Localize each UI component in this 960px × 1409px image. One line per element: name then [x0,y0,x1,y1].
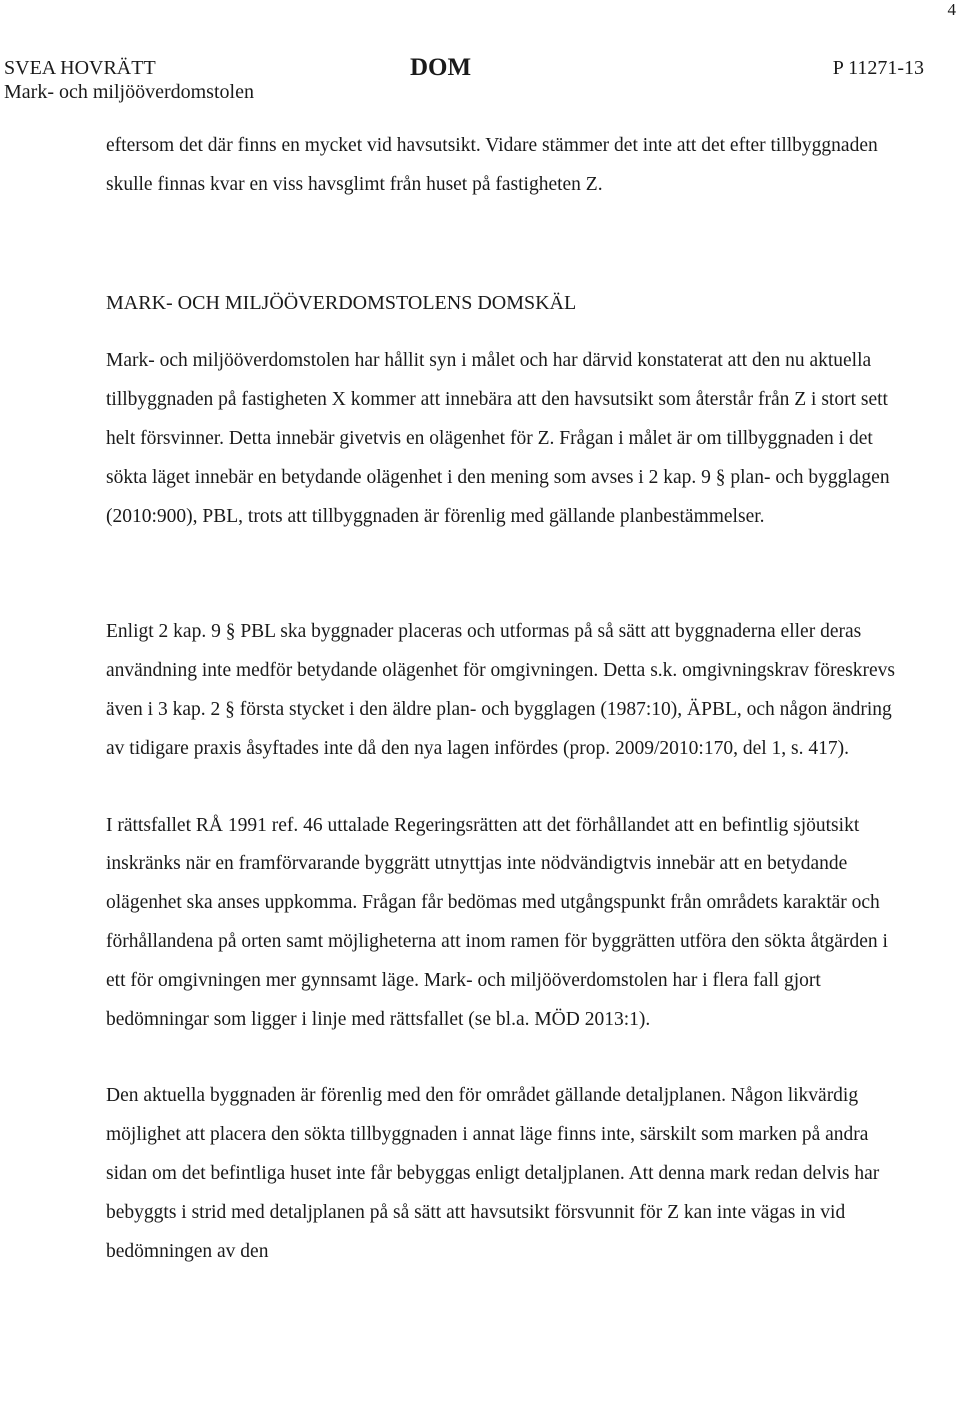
paragraph: I rättsfallet RÅ 1991 ref. 46 uttalade Regeringsrätten att det förhållandet att en befintlig sjöutsikt inskränks när en framförvarande byggrätt utnyttjas inte nödvändigtvis innebär att en betydande olägenhet ska anses uppkomma. Frågan får bedömas med utgångspunkt från områdets karaktär och förhållandena på orten samt möjligheterna att inom ramen för byggrätten utföra den sökta åtgärden i ett för omgivningen mer gynnsamt läge. Mark- och miljööverdomstolen har i flera fall gjort bedömningar som ligger i linje med rättsfallet (se bl.a. MÖD 2013:1). [106,814,888,1030]
paragraph: Enligt 2 kap. 9 § PBL ska byggnader placeras och utformas på så sätt att byggnaderna eller deras användning inte medför betydande olägenhet för omgivningen. Detta s.k. omgivningskrav föreskrevs även i 3 kap. 2 § första stycket i den äldre plan- och bygglagen (1987:10), ÄPBL, och någon ändring av tidigare praxis åsyftades inte då den nya lagen infördes (prop. 2009/2010:170, del 1, s. 417). [106,621,896,759]
document-header [4,56,924,106]
case-number: P 11271-13 [832,57,924,79]
court-name: SVEA HOVRÄTT [4,57,156,79]
paragraph: Den aktuella byggnaden är förenlig med den för området gällande detaljplanen. Någon likvärdig möjlighet att placera den sökta tillbyggnaden i annat läge finns inte, särskilt som marken på andra sidan om det befintliga huset inte får bebyggas enligt detaljplanen. Att denna mark redan delvis har bebyggts i strid med detaljplanen på så sätt att havsutsikt försvunnit för Z kan inte vägas in vid bedömningen av den [106,1085,880,1262]
court-division: Mark- och miljööverdomstolen [4,81,254,103]
page-number: 4 [947,0,956,19]
paragraph: Mark- och miljööverdomstolen har hållit syn i målet och har därvid konstaterat att den nu aktuella tillbyggnaden på fastigheten X kommer att innebära att den havsutsikt som återstår från Z i stort sett helt försvinner. Detta innebär givetvis en olägenhet för Z. Frågan i målet är om tillbyggnaden i det sökta läget innebär en betydande olägenhet i den mening som avses i 2 kap. 9 § plan- och bygglagen (2010:900), PBL, trots att tillbyggnaden är förenlig med gällande planbestämmelser. [106,350,890,527]
section-heading: MARK- OCH MILJÖÖVERDOMSTOLENS DOMSKÄL [106,291,577,314]
document-body [106,127,906,1271]
paragraph: eftersom det där finns en mycket vid havsutsikt. Vidare stämmer det inte att det efter tillbyggnaden skulle finnas kvar en viss havsglimt från huset på fastigheten Z. [106,135,878,195]
document-type: DOM [410,54,472,81]
